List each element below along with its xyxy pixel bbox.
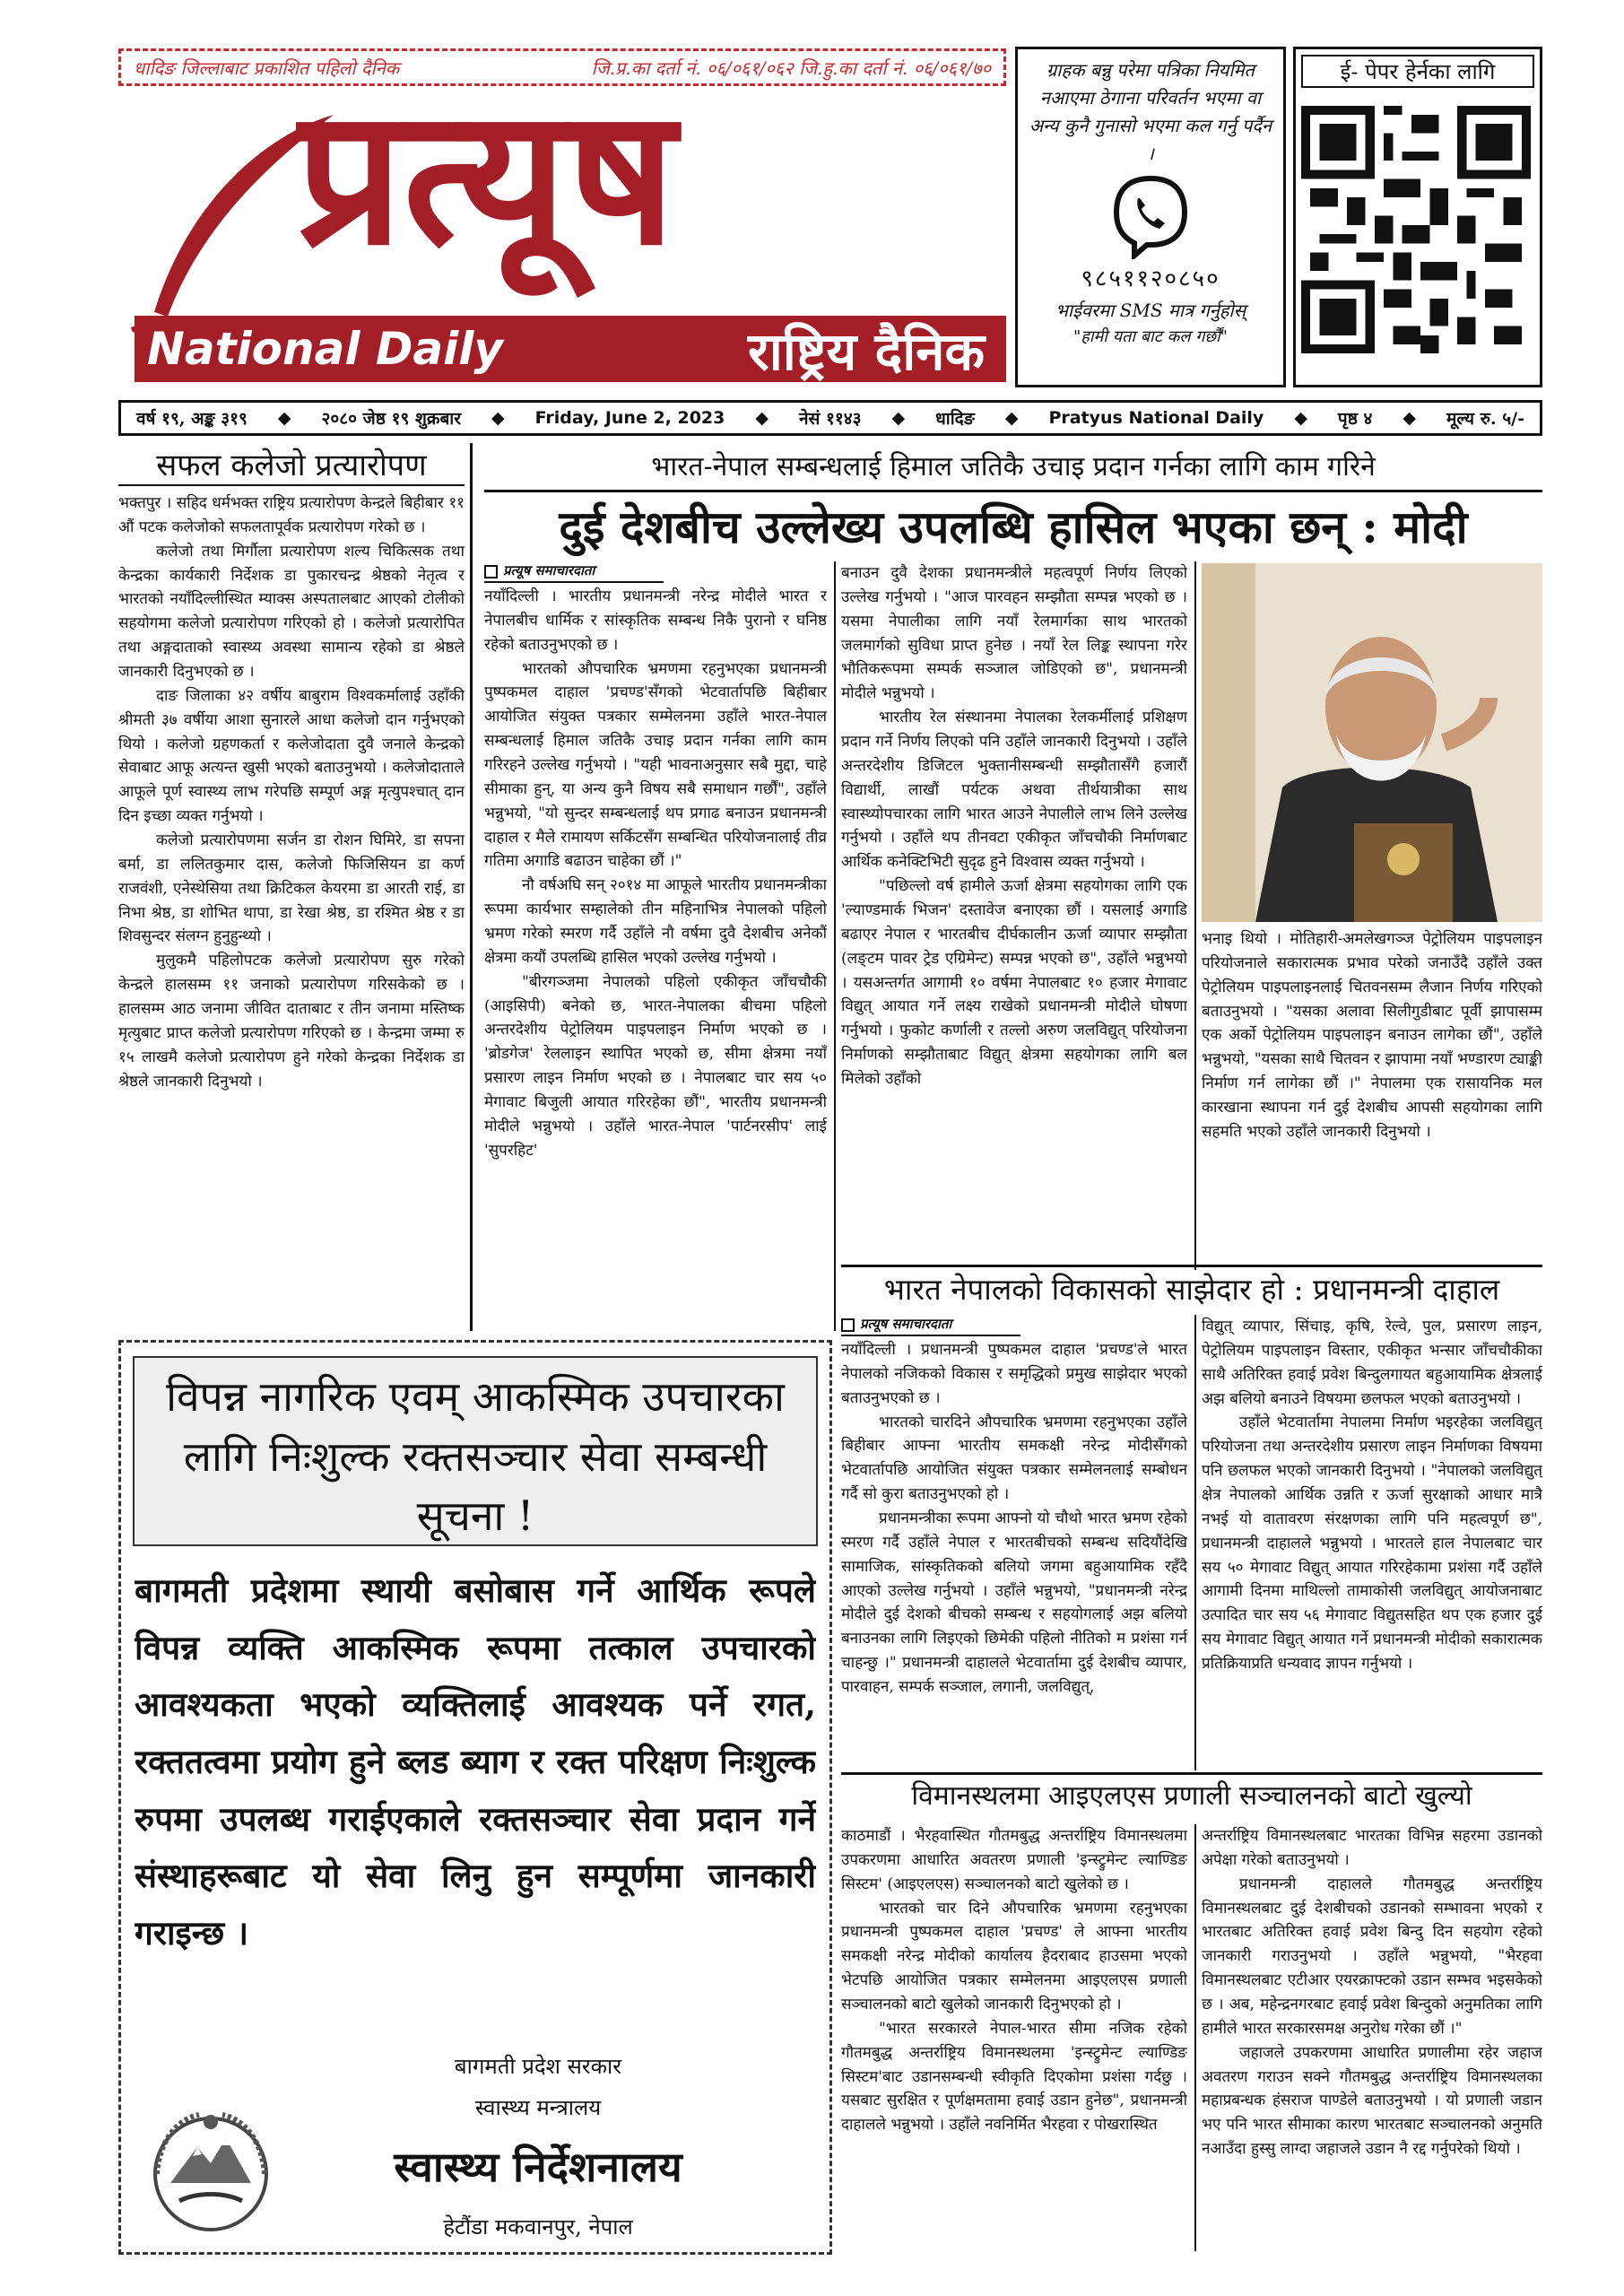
page-count: पृष्ठ ४ bbox=[1337, 409, 1373, 429]
paragraph: प्रधानमन्त्री दाहालले गौतमबुद्ध अन्तर्राष्ट्रिय विमानस्थलबाट दुई देशबीचको उडानको सम्भावना भएको र भारतबाट अतिरिक्त हवाई प्रवेश बिन्दु दिन सहयोग रहेको जानकारी गराउनुभयो । उहाँले भन्नुभयो, "भैरहवा विमानस्थलबाट एटीआर एयरक्राफ्टको उडान सम्भव भइसकेको छ । अब, महेन्द्रनगरबाट हवाई प्रवेश बिन्दुको अनुमतिका लागि हामीले भारत सरकारसमक्ष अनुरोध गरेका छौं ।" bbox=[1202, 1874, 1542, 2038]
paragraph: विद्युत् व्यापार, सिंचाइ, कृषि, रेल्वे, पुल, प्रसारण लाइन, पेट्रोलियम पाइपलाइन विस्तार, एकीकृत भन्सार जाँचचौकीका साथै अतिरिक्त हवाई प्रवेश बिन्दुलगायत बहुआयामिक क्षेत्रलाई अझ बलियो बनाउने विषयमा छलफल भएको बताउनुभयो । bbox=[1202, 1318, 1542, 1408]
logo-nepali: राष्ट्रिय दैनिक bbox=[747, 320, 985, 382]
viber-phone-icon bbox=[1109, 173, 1192, 259]
person-speaking-image bbox=[1202, 563, 1542, 922]
main-story-col2 bbox=[841, 561, 1187, 1261]
airport-story-col2 bbox=[1202, 1824, 1542, 2251]
main-story-headline: दुई देशबीच उल्लेख्य उपलब्धि हासिल भएका छन् : मोदी bbox=[559, 500, 1468, 553]
nepal-samvat: नेसं ११४३ bbox=[798, 409, 862, 429]
logo-english: National Daily bbox=[147, 323, 503, 375]
notice-signature bbox=[287, 2047, 789, 2248]
divider bbox=[841, 1265, 1542, 1267]
sms-note: भाईवरमा SMS मात्र गर्नुहोस् bbox=[1055, 300, 1246, 322]
paragraph: उहाँले भेटवार्तामा नेपालमा निर्माण भइरहेका जलविद्युत् परियोजना तथा अन्तरदेशीय प्रसारण लाइन निर्माणका विषयमा पनि छलफल भएको जानकारी दिनुभयो । "नेपालको जलविद्युत् क्षेत्र नेपालको आर्थिक उन्नति र ऊर्जा सुरक्षाको आधार मात्रै नभई यो वातावरण संरक्षणका लागि पनि महत्वपूर्ण छ", प्रधानमन्त्री दाहालले भन्नुभयो । भारतले हाल नेपालबाट चार सय ५० मेगावाट विद्युत् आयात गरिरहेकामा प्रशंसा गर्दै उहाँले आगामी दिनमा माथिल्लो तामाकोसी जलविद्युत् आयोजनाबाट उत्पादित चार सय ५६ मेगावाट विद्युतसहित थप एक हजार दुई सय मेगावाट विद्युत् आयात गर्ने प्रधानमन्त्री मोदीको सकारात्मक प्रतिक्रियाप्रति धन्यवाद ज्ञापन गर्नुभयो । bbox=[1202, 1413, 1542, 1674]
main-story-kicker: भारत-नेपाल सम्बन्धलाई हिमाल जतिकै उचाइ प्रदान गर्नका लागि काम गरिने bbox=[651, 451, 1376, 483]
divider bbox=[841, 1772, 1542, 1775]
column-rule bbox=[1194, 1315, 1196, 1770]
paragraph: मुलुकमै पहिलोपटक कलेजो प्रत्यारोपण सुरु गरेको केन्द्रले हालसम्म ११ जनाको प्रत्यारोपण गरिसकेको छ । हालसम्म आठ जनामा जीवित दाताबाट र तीन जनामा मस्तिष्क मृत्युबाट प्राप्त कलेजो प्रत्यारोपण गरिएको छ । केन्द्रमा जम्मा रु १५ लाखमै कलेजो प्रत्यारोपण हुने गरेको केन्द्रका निर्देशक डा श्रेष्ठले जानकारी दिनुभयो । bbox=[118, 952, 465, 1091]
dahal-story-byline: प्रत्यूष समाचारदाता bbox=[841, 1315, 1020, 1336]
logo-strip bbox=[135, 316, 1006, 382]
column-rule bbox=[1194, 561, 1196, 1270]
tagline-right: जि.प्र.का दर्ता नं. ०६/०६१/०६२ जि.हु.का दर्ता नं. ०६/०६१/७० bbox=[591, 57, 991, 79]
notice-title: विपन्न नागरिक एवम् आकस्मिक उपचारका लागि निःशुल्क रक्तसञ्चार सेवा सम्बन्धी सूचना ! bbox=[133, 1356, 818, 1546]
dahal-story-col1 bbox=[841, 1338, 1187, 1760]
paragraph: "पछिल्लो वर्ष हामीले ऊर्जा क्षेत्रमा सहयोगका लागि एक 'ल्याण्डमार्क भिजन' दस्तावेज बनाएका छौं । यसलाई अगाडि बढाएर नेपाल र भारतबीच दीर्घकालीन ऊर्जा व्यापार सम्झौता (लङ्टम पावर ट्रेड एग्रिमेन्ट) सम्पन्न भएको छ", उहाँले भन्नुभयो । यसअन्तर्गत आगामी १० वर्षमा नेपालबाट १० हजार मेगावाट विद्युत् आयात गर्ने लक्ष्य राखेको प्रधानमन्त्री मोदीले घोषणा गर्नुभयो । फुकोट कर्णाली र तल्लो अरुण जलविद्युत् परियोजना निर्माणको सम्झौताबाट विद्युत् क्षेत्रमा सहयोगका लागि बल मिलेको उहाँको bbox=[841, 877, 1187, 1089]
bullet-icon: ◆ bbox=[1294, 408, 1307, 428]
subscriber-info-box bbox=[1015, 47, 1286, 387]
year-issue: वर्ष १९, अङ्क ३१९ bbox=[135, 409, 248, 429]
dahal-story-headline: भारत नेपालको विकासको साझेदार हो : प्रधानमन्त्री दाहाल bbox=[883, 1272, 1500, 1307]
masthead-tagline bbox=[118, 48, 1006, 86]
bullet-icon: ◆ bbox=[755, 408, 769, 428]
column-rule bbox=[470, 443, 473, 1331]
paragraph: भनाइ थियो । मोतिहारी-अमलेखगञ्ज पेट्रोलियम पाइपलाइन परियोजनाले सकारात्मक प्रभाव परेको जनाउँदै उहाँले उक्त पेट्रोलियम पाइपलाइनलाई चितवनसम्म लैजान निर्णय गरिएको बताउनुभयो । "यसका अलावा सिलीगुडीबाट पूर्वी झापासम्म एक अर्को पेट्रोलियम पाइपलाइन बनाउन लागेका छौं", उहाँले भन्नुभयो, "यसका साथै चितवन र झापामा नयाँ भण्डारण ट्याङ्की निर्माण गर्न लागेका छौं ।" नेपालमा एक रासायनिक मल कारखाना स्थापना गर्न दुई देशबीच आपसी सहयोगका लागि सहमति भएको उहाँले जानकारी दिनुभयो । bbox=[1202, 930, 1542, 1141]
divider bbox=[118, 484, 465, 486]
issue-info-bar bbox=[118, 400, 1542, 436]
phone-number: ९८५११२०८५० bbox=[1081, 265, 1220, 292]
qr-code-icon[interactable] bbox=[1301, 95, 1531, 364]
paragraph: नयाँदिल्ली । भारतीय प्रधानमन्त्री नरेन्द्र मोदीले भारत र नेपालबीच धार्मिक र सांस्कृतिक सम्बन्ध निकै पुरानो र घनिष्ठ रहेको बताउनुभएको छ । bbox=[484, 587, 827, 654]
paragraph: भारतीय रेल संस्थानमा नेपालका रेलकर्मीलाई प्रशिक्षण प्रदान गर्ने निर्णय लिएको पनि उहाँले जानकारी दिनुभयो । उहाँले अन्तरदेशीय डिजिटल भुक्तानीसम्बन्धी सम्झौतासँगै हजारौं विद्यार्थी, लाखौं पर्यटक अथवा तीर्थयात्रीका साथ स्वास्थ्योपचारका लागि भारत आउने नेपालीले लाभ लिने उल्लेख गर्नुभयो । उहाँले थप तीनवटा एकीकृत जाँचचौकी निर्माणबाट आर्थिक कनेक्टिभिटी सुदृढ हुने विश्वास व्यक्त गर्नुभयो । bbox=[841, 709, 1187, 872]
logo-wordmark: प्रत्यूष bbox=[296, 83, 676, 287]
bullet-icon: ◆ bbox=[277, 408, 291, 428]
paragraph: नयाँदिल्ली । प्रधानमन्त्री पुष्पकमल दाहाल 'प्रचण्ड'ले भारत नेपालको नजिकको विकास र समृद्धिको प्रमुख साझेदार भएको बताउनुभएको छ । bbox=[841, 1341, 1187, 1407]
paragraph: अन्तर्राष्ट्रिय विमानस्थलबाट भारतका विभिन्न सहरमा उडानको अपेक्षा गरेको बताउनुभयो । bbox=[1202, 1827, 1542, 1869]
paragraph: "भारत सरकारले नेपाल-भारत सीमा नजिक रहेको गौतमबुद्ध अन्तर्राष्ट्रिय विमानस्थलमा 'इन्स्ट्रुमेन्ट ल्याण्डिङ सिस्टम'बाट उडानसम्बन्धी स्वीकृति दिएकोमा प्रशंसा गर्दछु । यसबाट सुरक्षित र पूर्णक्षमतामा हवाई उडान हुनेछ", प्रधानमन्त्री दाहालले भन्नुभयो । उहाँले नवनिर्मित भैरहवा र पोखरास्थित bbox=[841, 2019, 1187, 2135]
subscriber-quote: "हामी यता बाट कल गर्छौं" bbox=[1073, 327, 1228, 347]
main-story-byline: प्रत्यूष समाचारदाता bbox=[484, 561, 664, 583]
paragraph: बनाउन दुवै देशका प्रधानमन्त्रीले महत्वपूर्ण निर्णय लिएको उल्लेख गर्नुभयो । "आज पारवहन सम्झौता सम्पन्न भएको छ । यसमा नेपालीका लागि नयाँ रेलमार्गका साथ भारतको जलमार्गको सुविधा प्राप्त हुनेछ । नयाँ रेल लिङ्क स्थापना गरेर भौतिकरूपमा सम्पर्क सञ्जाल जोडिएको छ", प्रधानमन्त्री मोदीले भन्नुभयो । bbox=[841, 564, 1187, 703]
left-story-title: सफल कलेजो प्रत्यारोपण bbox=[156, 448, 427, 483]
sig-line-1: बागमती प्रदेश सरकार bbox=[454, 2054, 622, 2079]
bullet-icon: ◆ bbox=[1403, 408, 1417, 428]
paragraph: प्रधानमन्त्रीका रूपमा आफ्नो यो चौथो भारत भ्रमण रहेको स्मरण गर्दै उहाँले नेपाल र भारतबीचको सम्बन्ध सदियौंदेखि सामाजिक, सांस्कृतिकको बलियो जगमा बहुआयामिक रहँदै आएको उल्लेख गर्नुभयो । उहाँले भन्नुभयो, "प्रधानमन्त्री नरेन्द्र मोदीले दुई देशको बीचको सम्बन्ध र सहयोगलाई अझ बलियो बनाउनका लागि लिइएको छिमेकी पहिलो नीतिको म प्रशंसा गर्न चाहन्छु ।" प्रधानमन्त्री दाहालले भेटवार्तामा दुई देशबीच व्यापार, पारवाहन, सम्पर्क सञ्जाल, लगानी, जलविद्युत्, bbox=[841, 1509, 1187, 1697]
paragraph: भारतको औपचारिक भ्रमणमा रहनुभएका प्रधानमन्त्री पुष्पकमल दाहाल 'प्रचण्ड'सँगको भेटवार्तापछि बिहीबार आयोजित संयुक्त पत्रकार सम्मेलनमा उहाँले भारत-नेपाल सम्बन्धलाई हिमाल जतिकै उचाइ प्रदान गर्नका लागि काम गरिरहने उल्लेख गर्नुभयो । "यही भावनाअनुसार सबै मुद्दा, चाहे सीमाका हुन्, या अन्य कुनै विषय सबै समाधान गर्छौं", उहाँले भन्नुभयो, "यो सुन्दर सम्बन्धलाई थप प्रगाढ बनाउन प्रधानमन्त्री दाहाल र मैले रामायण सर्किटसँग सम्बन्धित परियोजनालाई तीव्र गतिमा अगाडि बढाउन चाहेका छौं ।" bbox=[484, 659, 827, 871]
paragraph: काठमाडौं । भैरहवास्थित गौतमबुद्ध अन्तर्राष्ट्रिय विमानस्थलमा उपकरणमा आधारित अवतरण प्रणाली 'इन्स्ट्रुमेन्ट ल्याण्डिङ सिस्टम' (आइएलएस) सञ्चालनको बाटो खुलेको छ । bbox=[841, 1827, 1187, 1893]
paragraph: दाङ जिलाका ४२ वर्षीय बाबुराम विश्वकर्मालाई उहाँकी श्रीमती ३७ वर्षीया आशा सुनारले आधा कलेजो दान गर्नुभएको थियो । कलेजो ग्रहणकर्ता र कलेजोदाता दुवै जनाले केन्द्रको सेवाबाट आफू अत्यन्त खुसी भएको बताउनुभयो । कलेजोदाताले आफूले पूर्ण स्वास्थ्य लाभ गरेपछि सम्पूर्ण अङ्ग मृत्युपश्चात् दान दिन इच्छा व्यक्त गर्नुभयो । bbox=[118, 686, 465, 826]
airport-story-headline: विमानस्थलमा आइएलएस प्रणाली सञ्चालनको बाटो खुल्यो bbox=[911, 1780, 1472, 1812]
paragraph: नौ वर्षअघि सन् २०१४ मा आफूले भारतीय प्रधानमन्त्रीका रूपमा कार्यभार सम्हालेको तीन महिनाभित्र नेपालको पहिलो भ्रमण गरेको स्मरण गर्दै उहाँले नौ वर्षमा दुवै देशबीच अनेकौं क्षेत्रमा कयौं उपलब्धि हासिल भएको उल्लेख गर्नुभयो । bbox=[484, 876, 827, 967]
main-story-col3 bbox=[1202, 927, 1542, 1261]
sig-line-4: हेटौंडा मकवानपुर, नेपाल bbox=[443, 2213, 633, 2239]
airport-story-col1 bbox=[841, 1824, 1187, 2251]
paragraph: भारतको चार दिने औपचारिक भ्रमणमा रहनुभएका प्रधानमन्त्री पुष्पकमल दाहाल 'प्रचण्ड' ले आफ्ना भारतीय समकक्षी नरेन्द्र मोदीको कार्यालय हैदराबाद हाउसमा भएको भेटपछि आयोजित पत्रकार सम्मेलनमा आइएलएस प्रणाली सञ्चालनको बाटो खुलेको जानकारी दिनुभएको हो । bbox=[841, 1899, 1187, 2014]
paragraph: जहाजले उपकरणमा आधारित प्रणालीमा रहेर जहाज अवतरण गराउन सक्ने गौतमबुद्ध अन्तर्राष्ट्रिय विमानस्थलका महाप्रबन्धक हंसराज पाण्डेले बताउनुभयो । यो प्रणाली जडान भए पनि भारत सीमाका कारण भारतबाट सञ्चालनको अनुमति नआउँदा हुस्सु लाग्दा जहाजले उडान नै रद्द गर्नुपरेको थियो । bbox=[1202, 2043, 1542, 2159]
sig-line-2: स्वास्थ्य मन्त्रालय bbox=[474, 2094, 602, 2120]
paragraph: कलेजो तथा मिर्गौला प्रत्यारोपण शल्य चिकित्सक तथा केन्द्रका कार्यकारी निर्देशक डा पुकारचन्द्र श्रेष्ठको नेतृत्व र भारतको नयाँदिल्लीस्थित म्याक्स अस्पतालबाट आएको टोलीको सहयोगमा कलेजो प्रत्यारोपण गरिएको हो । कलेजो प्रत्यारोपित तथा अङ्गदाताको स्वास्थ्य अवस्था सामान्य रहेको डा श्रेष्ठले जानकारी दिनुभएको छ । bbox=[118, 542, 465, 682]
subscriber-text: ग्राहक बन्नु परेमा पत्रिका नियमित नआएमा ठेगाना परिवर्तन भएमा वा अन्य कुनै गुनासो भएमा कल गर्नु पर्दैन । bbox=[1029, 59, 1272, 164]
epaper-box bbox=[1293, 47, 1542, 387]
bullet-icon: ◆ bbox=[1004, 408, 1019, 428]
left-story-body bbox=[118, 491, 465, 1317]
main-story-col1 bbox=[484, 585, 827, 1324]
column-rule bbox=[834, 561, 836, 1331]
epaper-label: ई- पेपर हेर्नका लागि bbox=[1301, 55, 1534, 88]
bullet-icon: ◆ bbox=[491, 408, 505, 428]
bullet-icon: ◆ bbox=[891, 408, 906, 428]
paragraph: कलेजो प्रत्यारोपणमा सर्जन डा रोशन घिमिरे, डा सपना बर्मा, डा ललितकुमार दास, कलेजो फिजिसियन डा कर्ण राजवंशी, एनेस्थेसिया तथा क्रिटिकल केयरमा डा आरती राई, डा निभा श्रेष्ठ, डा शोभित थापा, डा रेखा श्रेष्ठ, डा रश्मित श्रेष्ठ र डा शिवसुन्दर संलग्न हुनुहुन्थ्यो । bbox=[118, 831, 465, 946]
divider bbox=[484, 490, 1542, 492]
column-rule bbox=[1194, 1824, 1196, 2251]
tagline-left: धादिङ जिल्लाबाट प्रकाशित पहिलो दैनिक bbox=[134, 57, 400, 79]
nepal-government-emblem-icon bbox=[143, 2102, 278, 2237]
paragraph: भारतको चारदिने औपचारिक भ्रमणमा रहनुभएका उहाँले बिहीबार आफ्ना भारतीय समकक्षी नरेन्द्र मोदीसँगको भेटवार्तापछि आयोजित संयुक्त पत्रकार सम्मेलनलाई सम्बोधन गर्दै सो कुरा बताउनुभएको हो । bbox=[841, 1413, 1187, 1504]
sig-line-3: स्वास्थ्य निर्देशनालय bbox=[394, 2143, 682, 2192]
place: धादिङ bbox=[935, 409, 975, 429]
notice-body: बागमती प्रदेशमा स्थायी बसोबास गर्ने आर्थिक रूपले विपन्न व्यक्ति आकस्मिक रूपमा तत्काल उपचारको आवश्यकता भएको व्यक्तिलाई आवश्यक पर्ने रगत, रक्ततत्वमा प्रयोग हुने ब्लड ब्याग र रक्त परिक्षण निःशुल्क रुपमा उपलब्ध गराईएकाले रक्तसञ्चार सेवा प्रदान गर्ने संस्थाहरूबाट यो सेवा लिनु हुन सम्पूर्णमा जानकारी गराइन्छ । bbox=[135, 1570, 816, 1952]
date-english: Friday, June 2, 2023 bbox=[534, 408, 725, 428]
date-nepali: २०८० जेष्ठ १९ शुक्रबार bbox=[321, 409, 461, 429]
name-english: Pratyus National Daily bbox=[1048, 408, 1264, 428]
paragraph: "बीरगञ्जमा नेपालको पहिलो एकीकृत जाँचचौकी (आइसिपी) बनेको छ, भारत-नेपालका बीचमा पहिलो अन्तरदेशीय पेट्रोलियम पाइपलाइन निर्माण भएको छ । 'ब्रोडगेज' रेललाइन स्थापित भएको छ, सीमा क्षेत्रमा नयाँ प्रसारण लाइन निर्माण भएको छ । नेपालबाट चार सय ५० मेगावाट बिजुली आयात गरिरहेका छौं", भारतीय प्रधानमन्त्री मोदीले भन्नुभयो । उहाँले भारत-नेपाल 'पार्टनरसीप' लाई 'सुपरहिट' bbox=[484, 972, 827, 1160]
paragraph: भक्तपुर । सहिद धर्मभक्त राष्ट्रिय प्रत्यारोपण केन्द्रले बिहीबार ११ औं पटक कलेजोको सफलतापूर्वक प्रत्यारोपण गरेको छ । bbox=[118, 494, 465, 536]
modi-photo bbox=[1202, 563, 1542, 922]
price: मूल्य रु. ५/- bbox=[1446, 409, 1524, 429]
dahal-story-col2 bbox=[1202, 1315, 1542, 1770]
